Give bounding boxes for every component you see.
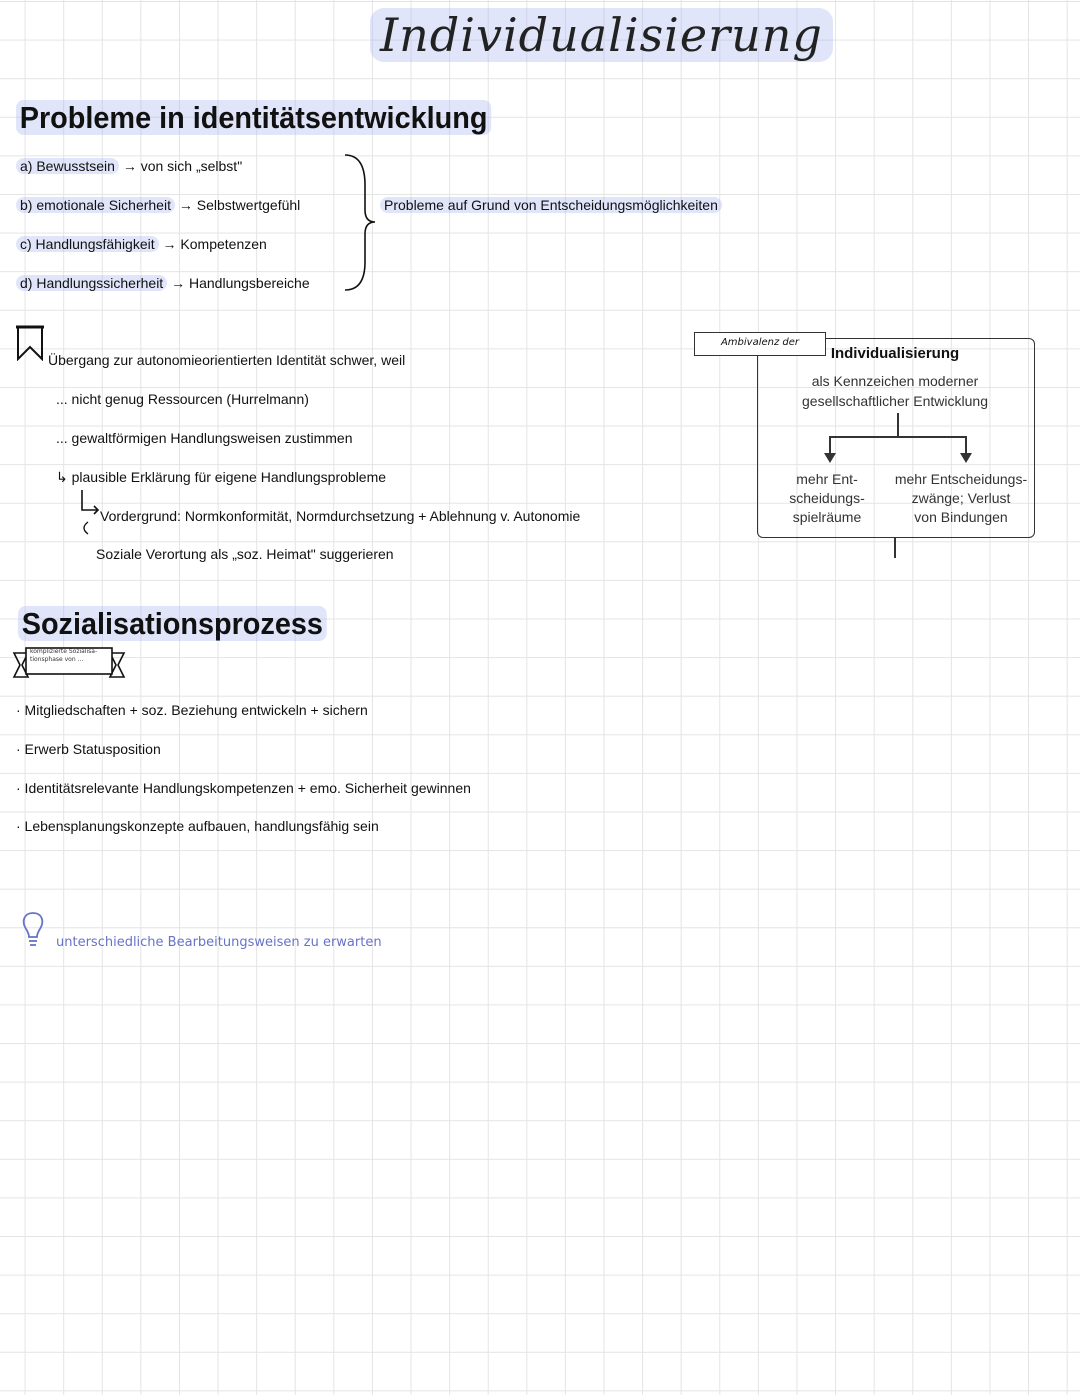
diagram-subtitle: als Kennzeichen moderner <box>811 373 979 389</box>
list-item: · Lebensplanungskonzepte aufbauen, handlungsfähig sein <box>16 818 379 834</box>
brace-note: Probleme auf Grund von Entscheidungsmöglichkeiten <box>380 197 722 213</box>
arrow-icon <box>78 488 100 540</box>
list-item: d) Handlungssicherheit → Handlungsbereiche <box>16 275 310 291</box>
foreground-note: Vordergrund: Normkonformität, Normdurchsetzung + Ablehnung v. Autonomie <box>100 508 581 524</box>
page-title: Individualisierung <box>370 8 833 62</box>
diagram-connector <box>894 538 896 558</box>
list-item: c) Handlungsfähigkeit → Kompetenzen <box>16 236 267 252</box>
arrow-down-icon <box>823 452 837 464</box>
banner-text: komplizierte Sozialisa- tionsphase von ... <box>30 648 98 663</box>
list-item: b) emotionale Sicherheit → Selbstwertgefühl <box>16 197 300 213</box>
bookmark-icon <box>16 325 44 361</box>
diagram-right-branch: mehr Entscheidungs- zwänge; Verlust von Bindungen <box>894 471 1028 525</box>
diagram-connector <box>830 436 966 438</box>
list-item: · Erwerb Statusposition <box>16 741 161 757</box>
lightbulb-icon <box>20 910 46 950</box>
plausible-explanation: ↳ plausible Erklärung für eigene Handlungsprobleme <box>56 469 387 485</box>
diagram-tab: Ambivalenz der <box>694 332 826 356</box>
curly-brace <box>340 150 380 295</box>
transition-intro: Übergang zur autonomieorientierten Identität schwer, weil <box>48 352 406 368</box>
social-note: Soziale Verortung als „soz. Heimat" suggerieren <box>96 546 394 562</box>
reason-item: ... gewaltförmigen Handlungsweisen zustimmen <box>56 430 353 446</box>
reason-item: ... nicht genug Ressourcen (Hurrelmann) <box>56 391 309 407</box>
section-heading-problems: Probleme in identitätsentwicklung <box>16 100 491 136</box>
arrow-down-icon <box>959 452 973 464</box>
diagram-title: Individualisierung <box>830 345 960 362</box>
list-item: · Identitätsrelevante Handlungskompetenzen + emo. Sicherheit gewinnen <box>16 780 471 796</box>
diagram-connector <box>897 413 899 437</box>
list-item: a) Bewusstsein → von sich „selbst" <box>16 158 242 174</box>
list-item: · Mitgliedschaften + soz. Beziehung entwickeln + sichern <box>16 702 368 718</box>
diagram-left-branch: mehr Ent- scheidungs- spielräume <box>789 471 865 525</box>
tip-note: unterschiedliche Bearbeitungsweisen zu erwarten <box>56 935 382 950</box>
section-heading-socialization: Sozialisationsprozess <box>18 606 327 642</box>
diagram-subtitle: gesellschaftlicher Entwicklung <box>802 393 988 409</box>
